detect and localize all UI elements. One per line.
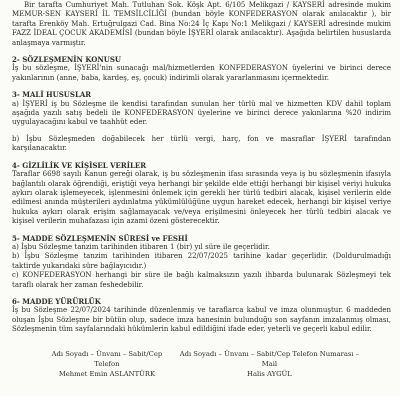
section-effect-text: İş bu Sözleşme 22/07/2024 tarihinde düzenlenmiş ve taraflarca kabul ve imza olunmuştur. 6 maddeden oluşan İşbu Sözleşme bir bütün olup, sadece imza hanesinin bulunduğu son sayfanın imzalanmış olması, Sözleşmenin tüm sayfalarındaki hükümlerin kabul edildiğini ifade eder, yeterli ve geçerli kabul edilir. [12, 306, 391, 334]
section-effect [12, 297, 391, 335]
parties-section [12, 0, 391, 48]
section-subject-text: İş bu sözleşme, İŞYERİ'nin sunacağı mal/hizmetlerden KONFEDERASYON üyelerini ve birinci derece yakınlarının (anne, baba, kardeş, eş, çocuk) indirimli olarak yararlanmasını içermektedir. [12, 64, 391, 82]
signature-left-name: Mehmet Emin ASLANTÜRK [58, 369, 156, 378]
section-subject-heading: 2- SÖZLEŞMENİN KONUSU [12, 55, 122, 65]
section-privacy [12, 161, 391, 227]
section-term-clause-c: c) KONFEDERASYON herhangi bir süre ile bağlı kalmaksızın yazılı ihbarda bulunarak Sözleşmeyi tek taraflı olarak her zaman feshedebilir. [12, 271, 391, 289]
section-term-clause-a: a) İşbu Sözleşme tanzim tarihinden itibaren 1 (bir) yıl süre ile geçerlidir. [12, 242, 270, 251]
section-term [12, 234, 391, 290]
section-financial-heading: 3- MALİ HUSUSLAR [12, 90, 92, 100]
section-term-clause-b: b) İşbu Sözleşme tanzim tarihinden itibaren 22/07/2025 tarihine kadar geçerlidir. (Doldurulmadığı taktirde yukarıdaki süre bağlayıcıdır.) [12, 252, 391, 270]
section-privacy-heading: 4- GİZLİLİK VE KİŞİSEL VERİLER [12, 160, 147, 170]
parties-text: Bir tarafta Cumhuriyet Mah. Tutluhan Sok. Köşk Apt. 6/105 Melikgazi / KAYSERİ adresinde mukim MEMUR-SEN KAYSERİ İL TEMSİLCİLİĞİ (bundan böyle KONFEDERASYON olarak anılacaktır ), bir tarafta Erenköy Mah. Ertuğrulgazi Cad. Bina No:24 İç Kapı No:1 Melikgazi / KAYSERİ adresinde mukim FAZZ İDEAL ÇOCUK AKADEMİSİ (bundan böyle İŞYERİ olarak anılacaktır). Aşağıda belirtilen hususlarda anlaşmaya varmıştır. [12, 1, 391, 47]
signature-left-caption: Adı Soyadı – Ünvanı – Sabit/Cep Telefon [51, 349, 163, 368]
section-financial-clause-a: a) İŞYERİ iş bu Sözleşme ile kendisi tarafından sunulan her türlü mal ve hizmetten KDV dahil toplam aşağıda yazılı satış bedeli ile KONFEDERASYON üyelerine ve birinci derece yakınlarına %20 indirim uygulayacağını kabul ve taahhüt eder. [12, 99, 391, 127]
signature-right [174, 349, 365, 379]
section-financial-clause-b: b) İşbu Sözleşmeden doğabilecek her türlü vergi, harç, fon ve masraflar İŞYERİ tarafından karşılanacaktır. [12, 134, 391, 153]
section-term-heading: 5- MADDE SÖZLEŞMENİN SÜRESİ ve FESHİ [12, 233, 188, 243]
section-subject [12, 55, 391, 83]
signature-right-name: Halis AYGÜL [247, 369, 292, 378]
signature-left [40, 349, 174, 379]
signature-right-caption: Adı Soyadı – Ünvanı – Sabit/Cep Telefon Numarası – Mail [179, 349, 360, 368]
section-privacy-text: Taraflar 6698 sayılı Kanun gereği olarak, iş bu sözleşmenin ifası sırasında veya iş bu sözleşmenin ifasıyla bağlantılı olarak öğrendiği, eriştiği veya herhangi bir şekilde elde ettiği herhangi bir kişisel veriyi hukuka aykırı olarak işlemeyecek, işlenmesini önlemek için gerekli her türlü tedbiri alacak, kişisel verilerin elde edilmesi anında müşterileri aydınlatma yükümlülüğüne uygun hareket edecek, herhangi bir kişisel veriye hukuka aykırı olarak erişim sağlamayacak ve/veya erişilmesini önleyecek her türlü tedbiri alacak ve kişisel verilerin muhafazası için azami özeni gösterecektir. [12, 170, 391, 226]
section-effect-heading: 6- MADDE YÜRÜRLÜK [12, 296, 101, 306]
section-financial [12, 90, 391, 153]
signature-row [12, 349, 391, 379]
